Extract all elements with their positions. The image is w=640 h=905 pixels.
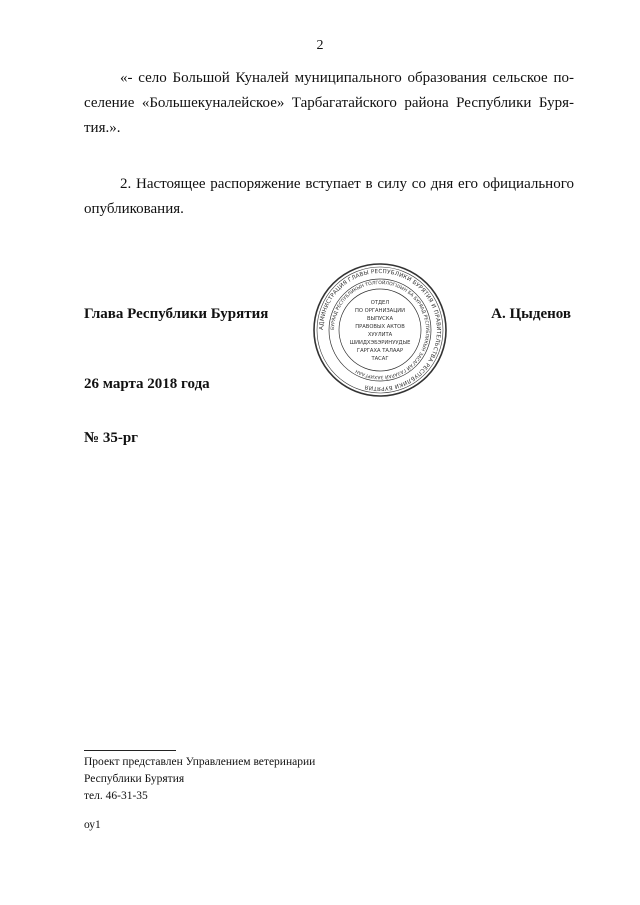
order-number: № 35-рг [84,430,138,446]
seal-outer-text: АДМИНИСТРАЦИЯ ГЛАВЫ РЕСПУБЛИКИ БУРЯТИЯ И ПРАВИТЕЛЬСТВА РЕСПУБЛИКИ БУРЯТИЯ [318,268,442,392]
paragraph-amendment [84,66,574,141]
paragraph-effective-date [84,172,574,222]
paragraph-line: «- село Большой Куналей муниципального образования сельское по- [120,70,574,86]
seal-center-line: ГАРГАХА ТАЛААР [356,348,404,354]
document-date: 26 марта 2018 года [84,376,210,392]
footnote-divider [84,750,176,751]
paragraph-line: опубликования. [84,201,184,217]
seal-center-line: ПО ОРГАНИЗАЦИИ [354,308,406,314]
signatory-position: Глава Республики Бурятия [84,306,269,322]
footnote-line: тел. 46-31-35 [84,790,148,802]
seal-center-line: ПРАВОВЫХ АКТОВ [355,324,405,330]
paragraph-line: селение «Большекуналейское» Тарбагатайского района Республики Буря- [84,95,574,111]
seal-center-line: ШИИДХЭБЭРИНУУДЫЕ [349,340,411,346]
paragraph-line: 2. Настоящее распоряжение вступает в силу со дня его официального [120,176,574,192]
paragraph-line: тия.». [84,120,121,136]
official-seal-stamp [312,262,448,398]
seal-center-line: ХУУЛИТА [367,332,393,338]
seal-center-line: ВЫПУСКА [366,316,394,322]
footnote [84,754,315,805]
page-number: 2 [316,38,324,53]
seal-inner-text: БУРЯАД РЕСПУБЛИКЫН ТОЛГОЙЛОГШЫН БА БУРЯАД РЕСПУБЛИКЫН ЗАСАГАЙ ГАЗАРАЙ ЗАХИРГААН [330,280,430,380]
footnote-line: Проект представлен Управлением ветеринарии [84,756,316,768]
document-code: оу1 [84,819,101,831]
seal-center-line: ОТДЕЛ [370,300,390,306]
seal-center-line: ТАСАГ [371,356,389,362]
footnote-line: Республики Бурятия [84,773,185,785]
signatory-name: А. Цыденов [491,306,571,322]
svg-text:АДМИНИСТРАЦИЯ ГЛАВЫ РЕСПУБЛИКИ [319,269,441,391]
